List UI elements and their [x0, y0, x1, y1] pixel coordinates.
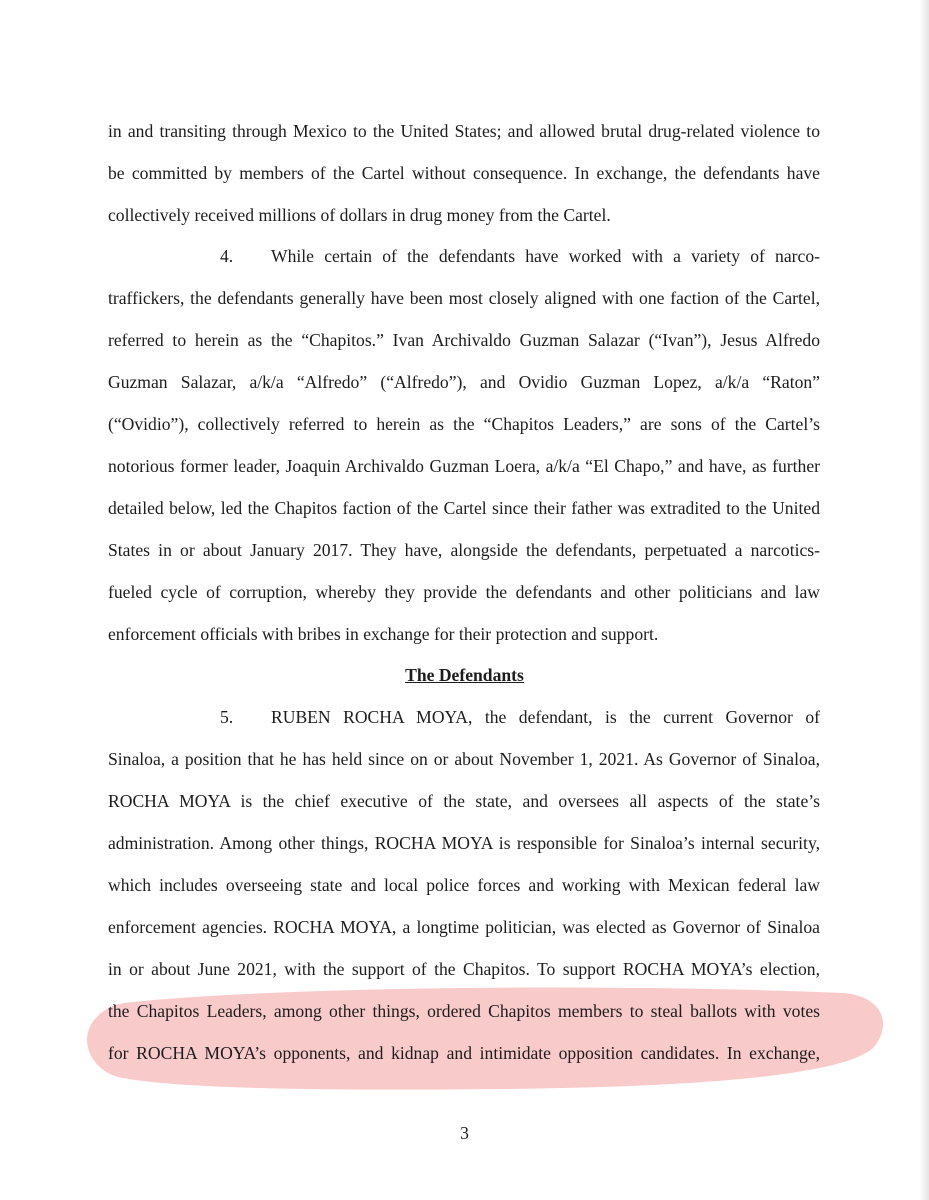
text-line: detailed below, led the Chapitos faction of the Cartel since their father was extradited to the United	[108, 498, 820, 518]
text-line: traffickers, the defendants generally have been most closely aligned with one faction of the Cartel,	[108, 288, 820, 308]
paragraph-number: 5.	[220, 707, 234, 727]
text-line: administration. Among other things, ROCHA MOYA is responsible for Sinaloa’s internal security,	[108, 833, 820, 853]
paragraph-first-line	[220, 706, 820, 728]
text-line: which includes overseeing state and local police forces and working with Mexican federal law	[108, 875, 820, 895]
text-line: in or about June 2021, with the support of the Chapitos. To support ROCHA MOYA’s election,	[108, 959, 820, 979]
text-line: be committed by members of the Cartel without consequence. In exchange, the defendants have	[108, 163, 820, 183]
text-line: Sinaloa, a position that he has held since on or about November 1, 2021. As Governor of Sinaloa,	[108, 749, 820, 769]
text-line: referred to herein as the “Chapitos.” Ivan Archivaldo Guzman Salazar (“Ivan”), Jesus Alfredo	[108, 330, 820, 350]
section-heading: The Defendants	[405, 665, 524, 685]
paragraph-first-line	[220, 245, 820, 267]
page-edge-shadow	[919, 0, 929, 1200]
text-line: collectively received millions of dollars in drug money from the Cartel.	[108, 205, 611, 225]
text-line: Guzman Salazar, a/k/a “Alfredo” (“Alfredo”), and Ovidio Guzman Lopez, a/k/a “Raton”	[108, 372, 820, 392]
text-line: States in or about January 2017. They have, alongside the defendants, perpetuated a narcotics-	[108, 540, 820, 560]
text-line: enforcement officials with bribes in exchange for their protection and support.	[108, 624, 659, 644]
text-line: (“Ovidio”), collectively referred to herein as the “Chapitos Leaders,” are sons of the Cartel’s	[108, 414, 820, 434]
text-line: enforcement agencies. ROCHA MOYA, a longtime politician, was elected as Governor of Sinaloa	[108, 917, 820, 937]
text-line: notorious former leader, Joaquin Archivaldo Guzman Loera, a/k/a “El Chapo,” and have, as further	[108, 456, 820, 476]
page-number: 3	[460, 1123, 469, 1143]
text-line: for ROCHA MOYA’s opponents, and kidnap and intimidate opposition candidates. In exchange,	[108, 1043, 820, 1063]
text-line: While certain of the defendants have worked with a variety of narco-	[271, 246, 820, 266]
text-line: RUBEN ROCHA MOYA, the defendant, is the current Governor of	[271, 707, 820, 727]
text-line: the Chapitos Leaders, among other things, ordered Chapitos members to steal ballots with votes	[108, 1001, 820, 1021]
text-line: fueled cycle of corruption, whereby they provide the defendants and other politicians and law	[108, 582, 820, 602]
paragraph-number: 4.	[220, 246, 234, 266]
text-line: in and transiting through Mexico to the United States; and allowed brutal drug-related violence to	[108, 121, 820, 141]
text-line: ROCHA MOYA is the chief executive of the state, and oversees all aspects of the state’s	[108, 791, 820, 811]
